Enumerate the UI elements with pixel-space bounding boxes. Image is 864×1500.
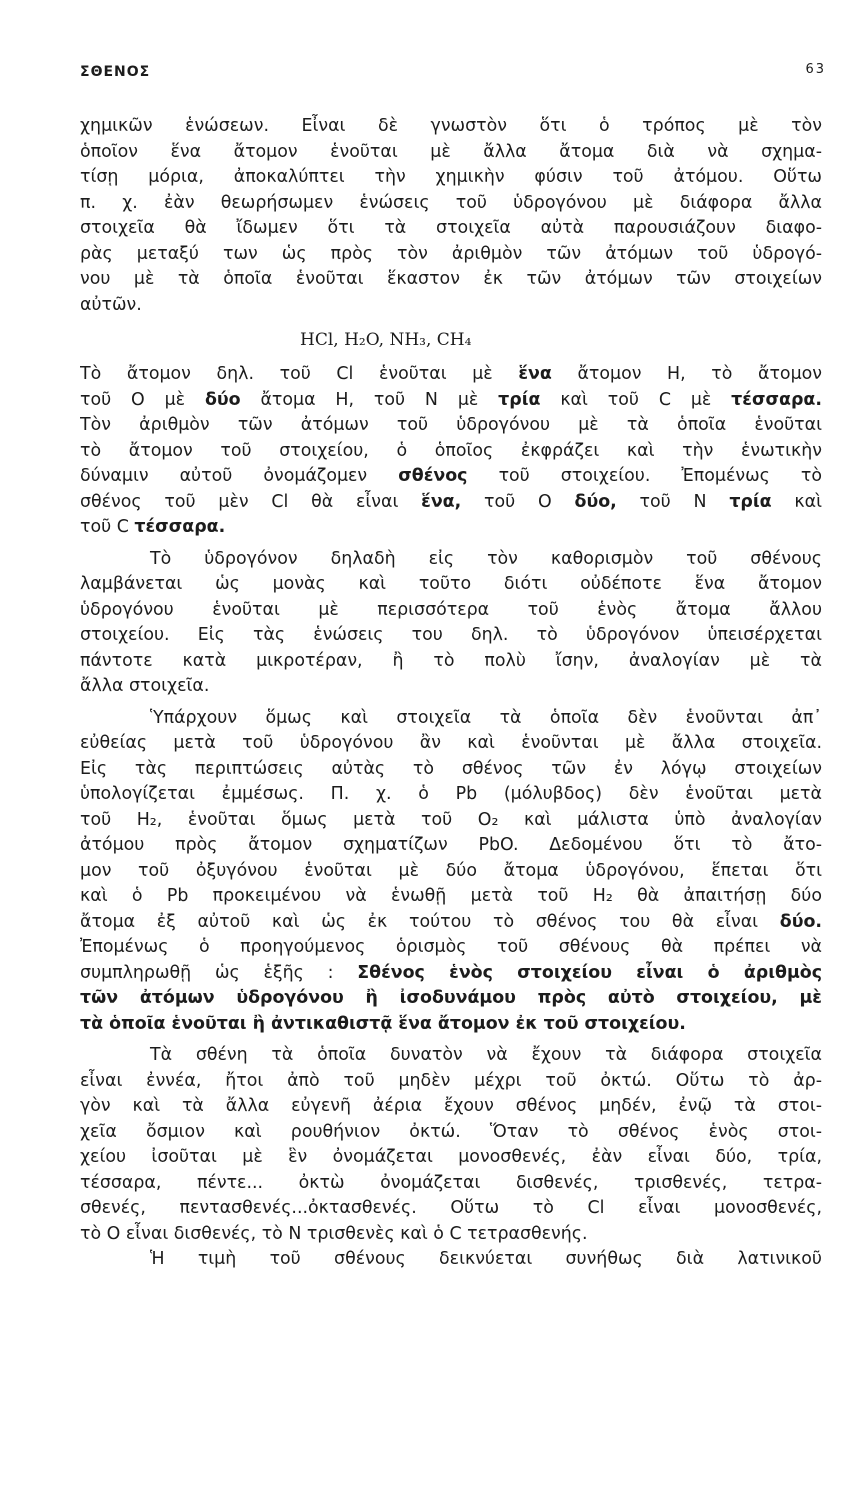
text-line: π. χ. ἐὰν θεωρήσωμεν ἑνώσεις τοῦ ὑδρογόνου μὲ διάφορα ἄλλα (80, 192, 822, 213)
paragraph-3 (80, 547, 822, 700)
text-line (80, 388, 822, 414)
bold-term: σθένος (398, 466, 468, 486)
text-line (80, 986, 822, 1012)
text-run: σθένος τοῦ μὲν Cl θὰ εἶναι (80, 491, 399, 512)
text-line: Ὑπάρχουν ὅμως καὶ στοιχεῖα τὰ ὁποῖα δὲν ἑνοῦνται ἀπ᾽ (150, 707, 822, 728)
text-line: τέσσαρα, πέντε... ὀκτὼ ὀνομάζεται δισθενές, τρισθενές, τετρα- (80, 1172, 822, 1193)
text-line (80, 1012, 822, 1038)
paragraph-1 (80, 114, 822, 318)
text-line: ὁποῖον ἕνα ἄτομον ἑνοῦται μὲ ἄλλα ἄτομα διὰ νὰ σχημα- (80, 141, 822, 162)
text-run: ἄτομον H, τὸ ἄτομον (577, 364, 822, 384)
bold-term: τέσσαρα. (134, 517, 226, 537)
bold-term: ἕνα (518, 364, 552, 384)
text-line: Τὰ σθένη τὰ ὁποῖα δυνατὸν νὰ ἔχουν τὰ διάφορα στοιχεῖα (150, 1045, 822, 1065)
text-run: ἄτομα H, τοῦ N μὲ (260, 389, 479, 410)
text-line: χείου ἰσοῦται μὲ ἓν ὀνομάζεται μονοσθενές, ἐὰν εἶναι δύο, τρία, (80, 1147, 822, 1167)
paragraph-5 (80, 1043, 822, 1247)
text-line: μον τοῦ ὀξυγόνου ἑνοῦται μὲ δύο ἄτομα ὑδρογόνου, ἕπεται ὅτι (80, 860, 822, 881)
text-line: χεῖα ὄσμιον καὶ ρουθήνιον ὀκτώ. Ὅταν τὸ σθένος ἑνὸς στοι- (80, 1121, 822, 1142)
text-line: σθενές, πεντασθενές...ὀκτασθενές. Οὕτω τὸ Cl εἶναι μονοσθενές, (80, 1198, 822, 1218)
text-run: τοῦ C (80, 517, 129, 537)
text-run: τοῦ O (484, 491, 552, 512)
bold-term: τρία (729, 491, 772, 512)
paragraph-6 (80, 1247, 822, 1273)
text-line: τοῦ H₂, ἑνοῦται ὅμως μετὰ τοῦ O₂ καὶ μάλιστα ὑπὸ ἀναλογίαν (80, 809, 822, 830)
text-line: Ἡ τιμὴ τοῦ σθένους δεικνύεται συνήθως διὰ λατινικοῦ (150, 1249, 822, 1269)
text-run: τοῦ στοιχείου. Ἐπομένως τὸ (498, 466, 822, 486)
text-run: συμπληρωθῇ ὡς ἑξῆς : (80, 962, 334, 983)
text-run: Τὸ ἄτομον δηλ. τοῦ Cl ἑνοῦται μὲ (80, 364, 493, 384)
text-line: Τὸ ὑδρογόνον δηλαδὴ εἰς τὸν καθορισμὸν τοῦ σθένους (150, 548, 822, 569)
text-line: Ἐπομένως ὁ προηγούμενος ὁρισμὸς τοῦ σθένους θὰ πρέπει νὰ (80, 937, 822, 957)
bold-term: τρία (498, 389, 541, 410)
text-line: Τὸν ἀριθμὸν τῶν ἀτόμων τοῦ ὑδρογόνου μὲ τὰ ὁποῖα ἑνοῦται (80, 415, 822, 435)
text-line: ὑπολογίζεται ἐμμέσως. Π. χ. ὁ Pb (μόλυβδος) δὲν ἑνοῦται μετὰ (80, 784, 822, 804)
text-line: χημικῶν ἑνώσεων. Εἶναι δὲ γνωστὸν ὅτι ὁ τρόπος μὲ τὸν (80, 116, 822, 136)
text-line: καὶ ὁ Pb προκειμένου νὰ ἑνωθῇ μετὰ τοῦ H₂ θὰ ἀπαιτήσῃ δύο (80, 886, 822, 906)
bold-term: ἕνα, (421, 491, 462, 512)
text-line: τίσῃ μόρια, ἀποκαλύπτει τὴν χημικὴν φύσιν τοῦ ἀτόμου. Οὕτω (80, 167, 822, 187)
text-run: τοῦ N (639, 491, 707, 512)
text-line (80, 961, 822, 987)
text-run: ἄτομα ἐξ αὐτοῦ καὶ ὡς ἐκ τούτου τὸ σθένος του θὰ εἶναι (80, 911, 759, 932)
text-line (80, 490, 822, 516)
text-line: πάντοτε κατὰ μικροτέραν, ἢ τὸ πολὺ ἴσην, ἀναλογίαν μὲ τὰ (80, 650, 822, 671)
text-line: γὸν καὶ τὰ ἄλλα εὐγενῆ ἀέρια ἔχουν σθένος μηδέν, ἐνῷ τὰ στοι- (80, 1096, 822, 1116)
bold-term: δύο, (574, 491, 617, 512)
definition-text: τῶν ἀτόμων ὑδρογόνου ἢ ἰσοδυνάμου πρὸς αὐτὸ στοιχείου, μὲ (80, 988, 822, 1008)
running-head: ΣΘΕΝΟΣ (80, 64, 151, 80)
paragraph-2 (80, 362, 822, 541)
text-line: ρὰς μεταξύ των ὡς πρὸς τὸν ἀριθμὸν τῶν ἀτόμων τοῦ ὑδρογό- (80, 243, 822, 264)
text-line (80, 515, 822, 541)
bold-term: δύο (204, 389, 241, 410)
text-line: εἶναι ἐννέα, ἤτοι ἀπὸ τοῦ μηδὲν μέχρι τοῦ ὀκτώ. Οὕτω τὸ ἀρ- (80, 1070, 822, 1091)
page-number: 63 (805, 62, 826, 77)
text-line: Εἰς τὰς περιπτώσεις αὐτὰς τὸ σθένος τῶν ἐν λόγῳ στοιχείων (80, 758, 822, 779)
text-line (80, 910, 822, 936)
text-run: τοῦ O μὲ (80, 389, 186, 410)
bold-term: τέσσαρα. (731, 389, 822, 410)
chemical-formulas: HCl, H₂O, NH₃, CH₄ (300, 330, 472, 350)
page-header (80, 64, 826, 88)
text-line: αὐτῶν. (80, 294, 142, 315)
text-line: ἄλλα στοιχεῖα. (80, 676, 210, 696)
definition-text: Σθένος ἑνὸς στοιχείου εἶναι ὁ ἀριθμὸς (357, 962, 822, 983)
text-line: τὸ O εἶναι δισθενές, τὸ N τρισθενὲς καὶ ὁ C τετρασθενής. (80, 1223, 588, 1244)
text-line: στοιχεῖα θὰ ἴδωμεν ὅτι τὰ στοιχεῖα αὐτὰ παρουσιάζουν διαφο- (80, 218, 822, 238)
paragraph-4 (80, 706, 822, 1038)
text-line: ὑδρογόνου ἑνοῦται μὲ περισσότερα τοῦ ἑνὸς ἄτομα ἄλλου (80, 599, 822, 620)
text-run: δύναμιν αὐτοῦ ὀνομάζομεν (80, 466, 368, 486)
bold-term: δύο. (779, 911, 822, 932)
text-line: εὐθείας μετὰ τοῦ ὑδρογόνου ἂν καὶ ἑνοῦνται μὲ ἄλλα στοιχεῖα. (80, 733, 822, 753)
text-line (80, 464, 822, 490)
page-body (80, 114, 822, 1273)
text-line: τὸ ἄτομον τοῦ στοιχείου, ὁ ὁποῖος ἐκφράζει καὶ τὴν ἑνωτικὴν (80, 440, 822, 461)
text-line: νου μὲ τὰ ὁποῖα ἑνοῦται ἕκαστον ἐκ τῶν ἀτόμων τῶν στοιχείων (80, 269, 822, 289)
text-line: στοιχείου. Εἰς τὰς ἑνώσεις του δηλ. τὸ ὑδρογόνον ὑπεισέρχεται (80, 625, 822, 645)
text-line: λαμβάνεται ὡς μονὰς καὶ τοῦτο διότι οὐδέποτε ἕνα ἄτομον (80, 574, 822, 594)
text-line: ἀτόμου πρὸς ἄτομον σχηματίζων PbO. Δεδομένου ὅτι τὸ ἄτο- (80, 835, 822, 855)
text-run: καὶ (794, 491, 822, 512)
definition-text: τὰ ὁποῖα ἑνοῦται ἢ ἀντικαθιστᾷ ἕνα ἄτομον ἐκ τοῦ στοιχείου. (80, 1013, 686, 1034)
text-run: καὶ τοῦ C μὲ (560, 389, 712, 410)
text-line (80, 362, 822, 388)
